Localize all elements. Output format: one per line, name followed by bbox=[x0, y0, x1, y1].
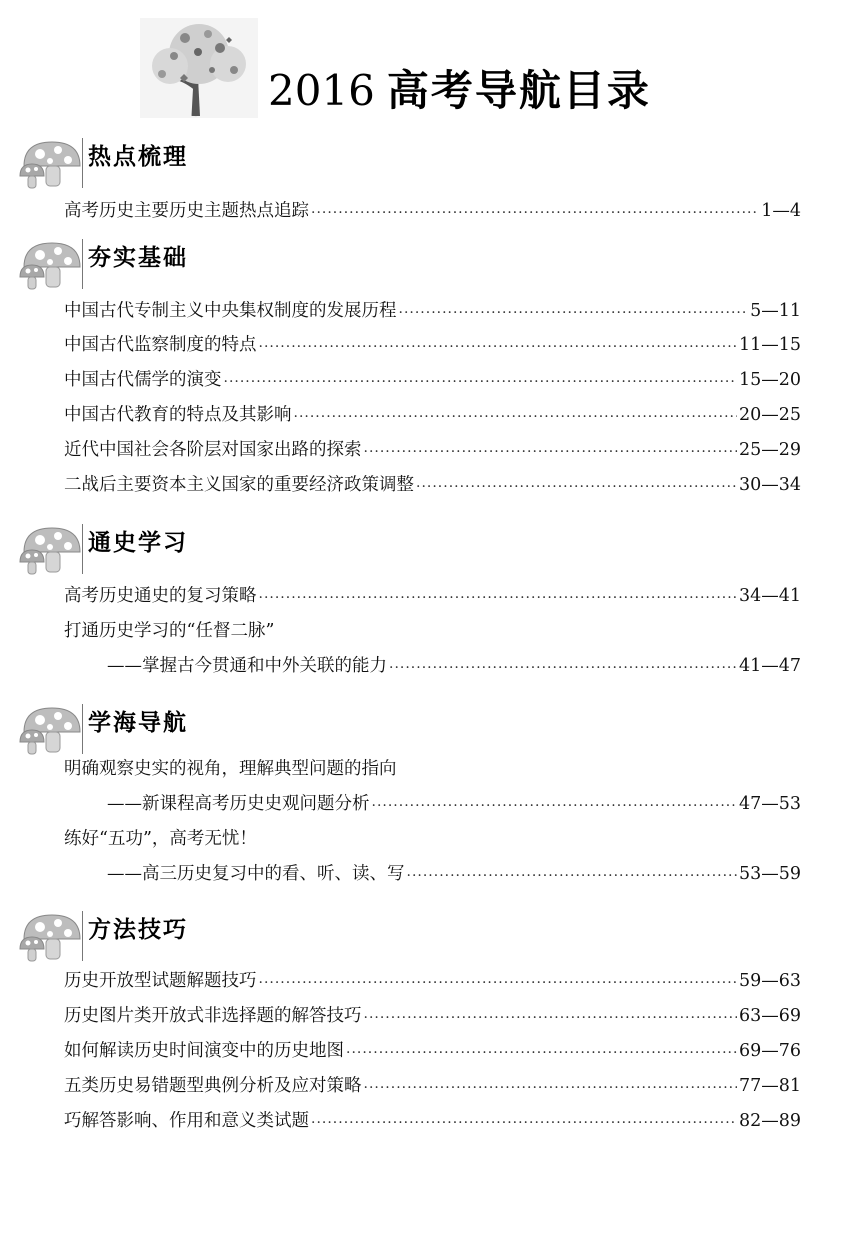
page-range: 59—63 bbox=[738, 971, 801, 991]
page-range: 20—25 bbox=[738, 405, 801, 425]
entry-title: 二战后主要资本主义国家的重要经济政策调整 bbox=[64, 475, 414, 495]
page-range: 30—34 bbox=[738, 475, 801, 495]
section-heading bbox=[18, 520, 838, 580]
toc-entry[interactable] bbox=[64, 581, 801, 609]
leader-dots bbox=[346, 1042, 737, 1064]
entry-title: 高考历史通史的复习策略 bbox=[64, 586, 257, 606]
divider bbox=[82, 239, 83, 289]
section-heading bbox=[18, 907, 838, 967]
page-range: 5—11 bbox=[750, 301, 801, 321]
entry-title: ——新课程高考历史史观问题分析 bbox=[107, 794, 370, 814]
entry-title: 历史图片类开放式非选择题的解答技巧 bbox=[64, 1006, 362, 1026]
entry-title: 中国古代专制主义中央集权制度的发展历程 bbox=[64, 301, 397, 321]
toc-entry[interactable] bbox=[107, 651, 801, 679]
entry-title: 中国古代监察制度的特点 bbox=[64, 335, 257, 355]
section-title: 学海导航 bbox=[88, 710, 188, 736]
entry-title: ——掌握古今贯通和中外关联的能力 bbox=[107, 656, 387, 676]
toc-entry[interactable] bbox=[64, 196, 801, 224]
toc-entry[interactable] bbox=[64, 400, 801, 428]
entry-title: 中国古代儒学的演变 bbox=[64, 370, 222, 390]
section-heading bbox=[18, 700, 838, 760]
leader-dots bbox=[372, 795, 737, 817]
page-range: 1—4 bbox=[761, 201, 801, 221]
divider bbox=[82, 911, 83, 961]
mushroom-icon bbox=[18, 237, 84, 293]
entry-title: 练好“五功”，高考无忧！ bbox=[64, 829, 257, 849]
section-title: 通史学习 bbox=[88, 530, 188, 556]
page-title bbox=[268, 68, 651, 114]
title-text: 高考导航目录 bbox=[386, 66, 651, 115]
toc-entry[interactable] bbox=[64, 296, 801, 324]
leader-dots bbox=[311, 202, 759, 224]
leader-dots bbox=[364, 1077, 737, 1099]
page-range: 47—53 bbox=[738, 794, 801, 814]
divider bbox=[82, 138, 83, 188]
entry-title: ——高三历史复习中的看、听、读、写 bbox=[107, 864, 405, 884]
mushroom-icon bbox=[18, 522, 84, 578]
page-range: 63—69 bbox=[738, 1006, 801, 1026]
page-range: 15—20 bbox=[738, 370, 801, 390]
leader-dots bbox=[399, 302, 749, 324]
leader-dots bbox=[364, 441, 737, 463]
toc-entry[interactable] bbox=[64, 435, 801, 463]
entry-title: 巧解答影响、作用和意义类试题 bbox=[64, 1111, 309, 1131]
toc-entry[interactable] bbox=[64, 330, 801, 358]
toc-entry[interactable] bbox=[64, 966, 801, 994]
toc-entry[interactable] bbox=[64, 1001, 801, 1029]
page-range: 41—47 bbox=[738, 656, 801, 676]
tree-logo-icon bbox=[140, 18, 258, 118]
toc-entry[interactable] bbox=[64, 365, 801, 393]
leader-dots bbox=[416, 476, 737, 498]
entry-title: 近代中国社会各阶层对国家出路的探索 bbox=[64, 440, 362, 460]
section-title: 热点梳理 bbox=[88, 144, 188, 170]
leader-dots bbox=[407, 865, 737, 887]
section-heading bbox=[18, 235, 838, 295]
leader-dots bbox=[259, 972, 737, 994]
leader-dots bbox=[259, 587, 737, 609]
page-range: 53—59 bbox=[738, 864, 801, 884]
toc-entry[interactable] bbox=[64, 1106, 801, 1134]
mushroom-icon bbox=[18, 136, 84, 192]
section-heading bbox=[18, 134, 838, 194]
title-year: 2016 bbox=[268, 66, 375, 115]
mushroom-icon bbox=[18, 702, 84, 758]
entry-title: 明确观察史实的视角，理解典型问题的指向 bbox=[64, 759, 397, 779]
section-title: 方法技巧 bbox=[88, 917, 188, 943]
toc-entry[interactable] bbox=[107, 859, 801, 887]
leader-dots bbox=[364, 1007, 737, 1029]
toc-entry[interactable] bbox=[64, 1071, 801, 1099]
page-range: 77—81 bbox=[738, 1076, 801, 1096]
page-range: 69—76 bbox=[738, 1041, 801, 1061]
toc-entry[interactable] bbox=[64, 754, 801, 782]
entry-title: 五类历史易错题型典例分析及应对策略 bbox=[64, 1076, 362, 1096]
leader-dots bbox=[311, 1112, 737, 1134]
divider bbox=[82, 704, 83, 754]
page-range: 25—29 bbox=[738, 440, 801, 460]
leader-dots bbox=[294, 406, 737, 428]
toc-entry[interactable] bbox=[107, 789, 801, 817]
section-title: 夯实基础 bbox=[88, 245, 188, 271]
entry-title: 中国古代教育的特点及其影响 bbox=[64, 405, 292, 425]
page-range: 82—89 bbox=[738, 1111, 801, 1131]
header bbox=[140, 18, 760, 118]
entry-title: 高考历史主要历史主题热点追踪 bbox=[64, 201, 309, 221]
entry-title: 打通历史学习的“任督二脉” bbox=[64, 621, 275, 641]
toc-entry[interactable] bbox=[64, 1036, 801, 1064]
divider bbox=[82, 524, 83, 574]
toc-entry[interactable] bbox=[64, 824, 801, 852]
leader-dots bbox=[389, 657, 737, 679]
entry-title: 历史开放型试题解题技巧 bbox=[64, 971, 257, 991]
entry-title: 如何解读历史时间演变中的历史地图 bbox=[64, 1041, 344, 1061]
leader-dots bbox=[259, 336, 737, 358]
mushroom-icon bbox=[18, 909, 84, 965]
toc-entry[interactable] bbox=[64, 616, 801, 644]
page-range: 34—41 bbox=[738, 586, 801, 606]
leader-dots bbox=[224, 371, 737, 393]
page-range: 11—15 bbox=[738, 335, 801, 355]
toc-entry[interactable] bbox=[64, 470, 801, 498]
